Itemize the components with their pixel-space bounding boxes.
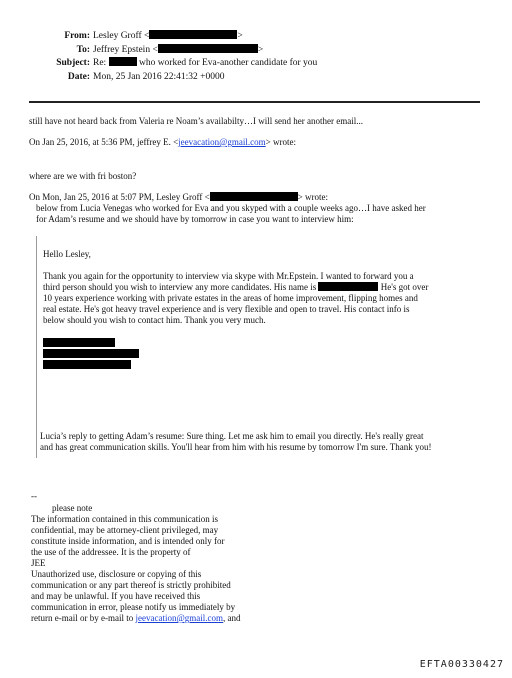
redaction-block [318,282,378,291]
subject-prefix: Re: [93,58,107,68]
email-header [30,30,360,84]
disclaimer-last-line [31,613,240,624]
date-value: Mon, 25 Jan 2016 22:41:32 +0000 [93,71,225,82]
disclaimer-last-prefix: return e-mail or by e-mail to [31,613,136,623]
reply-1-attribution [29,137,296,148]
reply-2-attribution [29,192,328,203]
quoted-line-2b: He's got over [380,282,429,292]
subject-row [30,57,360,71]
disclaimer-line: The information contained in this communication is [31,514,218,524]
lucia-reply-line-2: and has great communication skills. You'll hear from him with his resume by tomorrow I'm sure. Thank you! [40,442,432,452]
quoted-line-2 [43,282,428,293]
subject-text: who worked for Eva-another candidate for you [138,58,318,68]
disclaimer-line: constitute inside information, and is intended only for [31,536,225,546]
reply-2-prefix: On Mon, Jan 25, 2016 at 5:07 PM, Lesley Groff < [29,192,210,202]
to-label: To: [76,44,90,55]
redaction-block [109,57,137,66]
disclaimer-line: the use of the addressee. It is the property of [31,547,191,557]
quoted-line-3: 10 years experience working with private estates in the areas of home improvement, flipping homes and [43,293,418,303]
please-note: please note [52,503,93,513]
greeting: Hello Lesley, [43,249,91,259]
quoted-line-4: real estate. He's got heavy travel experience and is very flexible and open to travel. His contact info is [43,304,410,314]
reply-2-line-1: below from Lucia Venegas who worked for Eva and you skyped with a couple weeks ago…I have asked her [36,203,426,213]
from-suffix: > [237,31,243,41]
document-id: EFTA00330427 [419,659,504,670]
disclaimer-line: Unauthorized use, disclosure or copying of this [31,569,202,579]
redaction-block [210,192,298,201]
disclaimer-last-suffix: , and [222,613,241,623]
disclaimer-line: communication in error, please notify us immediately by [31,602,236,612]
reply-1-email-link[interactable]: jeevacation@gmail.com [178,137,266,147]
to-suffix: > [257,44,264,55]
from-row [30,30,360,44]
reply-2-suffix: > wrote: [297,192,328,202]
subject-label: Subject: [56,58,90,68]
disclaimer-line: and may be unlawful. If you have received this [31,591,201,601]
header-divider [29,101,480,103]
from-name: Lesley Groff < [93,31,150,41]
reply-2-line-2: for Adam’s resume and we should have by tomorrow in case you want to interview him: [36,214,354,224]
redaction-block [43,360,131,369]
quoted-line-1: Thank you again for the opportunity to interview via skype with Mr.Epstein. I wanted to forward you a [43,271,414,281]
body-line-1: still have not heard back from Valeria re Noam’s availabilty…I will send her another email... [29,116,363,126]
quote-bar [36,236,37,458]
disclaimer-line: communication or any part thereof is strictly prohibited [31,580,231,590]
signature-dashes: -- [31,491,37,501]
quoted-line-2a: third person should you wish to interview any more candidates. His name is [43,282,317,292]
disclaimer-line: JEE [31,558,46,568]
date-row [30,71,360,85]
to-name: Jeffrey Epstein < [93,44,158,55]
reply-1-suffix: > wrote: [265,137,296,147]
to-row [30,44,360,58]
redaction-block [149,30,237,39]
redaction-block [43,349,139,358]
disclaimer-email-link[interactable]: jeevacation@gmail.com [135,613,223,623]
lucia-reply-line-1: Lucia’s reply to getting Adam’s resume: Sure thing. Let me ask him to email you directly. He's really great [40,431,424,441]
reply-1-prefix: On Jan 25, 2016, at 5:36 PM, jeffrey E. < [29,137,179,147]
redaction-block [43,338,115,347]
date-label: Date: [67,71,90,82]
quoted-line-5: below should you wish to contact him. Thank you very much. [43,315,266,325]
disclaimer-line: confidential, may be attorney-client privileged, may [31,525,219,535]
from-label: From: [64,31,90,41]
redaction-block [158,44,258,53]
body-line-2: where are we with fri boston? [29,171,137,181]
